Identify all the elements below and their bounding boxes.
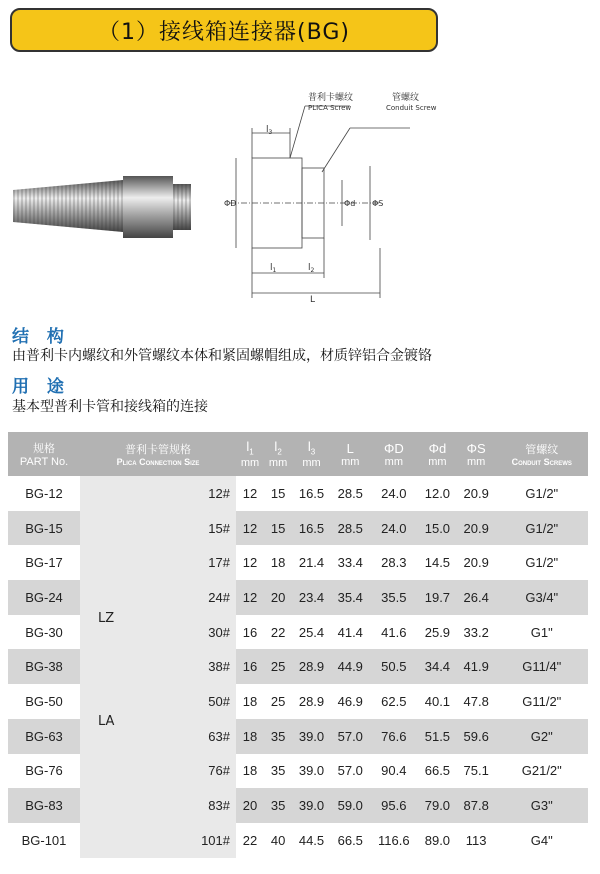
cell-size: 38#: [80, 649, 236, 684]
header-plica: 普利卡管规格 Plica Connection Size: [80, 432, 236, 476]
cell-thread: G1/2": [496, 511, 588, 546]
group-la-label: LA: [98, 714, 115, 729]
cell-l2: 15: [264, 511, 292, 546]
cell-D: 95.6: [370, 788, 418, 823]
cell-size: 12#: [80, 476, 236, 511]
cell-L: 44.9: [331, 649, 370, 684]
table-row: [8, 580, 588, 615]
page-title: （1）接线箱连接器(BG): [98, 19, 350, 45]
cell-size: 30#: [80, 615, 236, 650]
cell-thread: G11/2": [522, 693, 562, 709]
cell-l1: 18: [242, 693, 258, 709]
usage-heading: 用 途: [12, 377, 70, 397]
cell-thread: G1/2": [525, 555, 559, 571]
cell-L: 46.9: [337, 693, 363, 709]
cell-thread: G2": [496, 719, 588, 754]
cell-S: 75.1: [463, 763, 489, 779]
header-D: ΦD mm: [370, 432, 418, 476]
cell-l1: 18: [242, 763, 258, 779]
cell-part: BG-24: [8, 580, 80, 615]
cell-size: 24#: [80, 580, 236, 615]
header-L: L mm: [331, 432, 370, 476]
cell-d: 12.0: [424, 485, 451, 501]
cell-l1: 12: [236, 580, 264, 615]
cell-S: 113: [465, 832, 487, 848]
cell-l3: 16.5: [298, 485, 325, 501]
title-banner: [10, 8, 438, 52]
cell-l1: 12: [236, 511, 264, 546]
structure-heading: 结 构: [12, 327, 70, 347]
cell-part: BG-50: [25, 693, 63, 709]
cell-l1: 22: [242, 832, 258, 848]
cell-D: 24.0: [370, 511, 418, 546]
cell-part: BG-83: [8, 788, 80, 823]
table-row: [8, 511, 588, 546]
cell-l1: 12: [242, 485, 258, 501]
header-l2: $l_2$ mm: [264, 432, 292, 476]
table-row: [8, 754, 588, 789]
table-row: [8, 788, 588, 823]
conduit-screw-label-en: Conduit Screw: [386, 104, 437, 112]
table-row: [8, 684, 588, 719]
cell-d: 79.0: [418, 788, 457, 823]
cell-D: 116.6: [378, 832, 410, 848]
cell-D: 62.5: [381, 693, 407, 709]
cell-S: 41.9: [457, 649, 496, 684]
cell-S: 20.9: [463, 485, 489, 501]
cell-L: 57.0: [337, 763, 363, 779]
dim-D-label: ΦD: [224, 199, 237, 208]
cell-d: 14.5: [424, 555, 451, 571]
usage-text: 基本型普利卡管和接线箱的连接: [12, 399, 208, 415]
dim-S-label: ΦS: [372, 199, 384, 208]
cell-part: BG-12: [25, 485, 63, 501]
cell-L: 28.5: [331, 511, 370, 546]
header-S: ΦS mm: [457, 432, 496, 476]
product-photo: [8, 170, 218, 250]
cell-l2: 35: [264, 788, 292, 823]
cell-S: 20.9: [457, 511, 496, 546]
cell-l3: 25.4: [298, 624, 325, 640]
cell-D: 24.0: [381, 485, 407, 501]
cell-d: 25.9: [424, 624, 451, 640]
conduit-screw-label-cn: 管螺纹: [392, 93, 420, 103]
table-row: [8, 615, 588, 650]
cell-size: 101#: [80, 823, 236, 858]
dim-L-label: L: [310, 295, 316, 305]
cell-size: 15#: [80, 511, 236, 546]
header-thread: 管螺纹 Conduit Screws: [496, 432, 588, 476]
cell-part: BG-38: [8, 649, 80, 684]
cell-l1: 18: [236, 719, 264, 754]
cell-S: 47.8: [463, 693, 489, 709]
cell-l2: 15: [270, 485, 286, 501]
cell-thread: G1/2": [525, 485, 559, 501]
header-part: 规格 PART No.: [8, 432, 80, 476]
header-d: Φd mm: [418, 432, 457, 476]
cell-l2: 35: [264, 719, 292, 754]
cell-l3: 39.0: [298, 763, 325, 779]
cell-D: 35.5: [370, 580, 418, 615]
cell-size: 76#: [80, 754, 236, 789]
cell-l3: 28.9: [292, 649, 331, 684]
cell-l2: 18: [270, 555, 286, 571]
cell-size: 17#: [80, 545, 236, 580]
group-lz-label: LZ: [98, 611, 115, 626]
cell-l2: 25: [264, 649, 292, 684]
cell-l3: 16.5: [292, 511, 331, 546]
cell-D: 50.5: [370, 649, 418, 684]
cell-thread: G21/2": [521, 763, 562, 779]
cell-d: 34.4: [418, 649, 457, 684]
cell-l2: 20: [264, 580, 292, 615]
cell-l3: 39.0: [292, 788, 331, 823]
cell-l2: 22: [270, 624, 286, 640]
cell-part: BG-63: [8, 719, 80, 754]
cell-D: 28.3: [381, 555, 407, 571]
spec-table: [8, 432, 588, 858]
cell-thread: G3": [496, 788, 588, 823]
cell-size: 50#: [80, 684, 236, 719]
cell-D: 90.4: [381, 763, 407, 779]
cell-part: BG-30: [25, 624, 63, 640]
cell-l2: 40: [270, 832, 286, 848]
dim-l2-label: $l_2$: [308, 263, 315, 274]
cell-l3: 44.5: [298, 832, 325, 848]
cell-S: 33.2: [463, 624, 489, 640]
cell-S: 59.6: [457, 719, 496, 754]
cell-thread: G4": [530, 832, 553, 848]
cell-d: 40.1: [424, 693, 451, 709]
cell-d: 66.5: [424, 763, 451, 779]
cell-l3: 21.4: [298, 555, 325, 571]
cell-size: 63#: [80, 719, 236, 754]
cell-l1: 12: [242, 555, 258, 571]
table-row: [8, 476, 588, 511]
dim-d-label: Φd: [344, 199, 356, 208]
plica-screw-label-en: PLICA Screw: [308, 104, 352, 112]
cell-part: BG-76: [25, 763, 63, 779]
cell-thread: G1": [530, 624, 553, 640]
cell-S: 87.8: [457, 788, 496, 823]
cell-thread: G11/4": [496, 649, 588, 684]
cell-L: 59.0: [331, 788, 370, 823]
dim-l3-label: $l_3$: [266, 125, 273, 136]
table-header-row: [8, 432, 588, 476]
cell-l3: 39.0: [292, 719, 331, 754]
header-l1: $l_1$ mm: [236, 432, 264, 476]
cell-l1: 20: [236, 788, 264, 823]
cell-D: 76.6: [370, 719, 418, 754]
cell-D: 41.6: [381, 624, 407, 640]
table-row: [8, 545, 588, 580]
plica-screw-label-cn: 普利卡螺纹: [308, 93, 354, 103]
header-l3: $l_3$ mm: [292, 432, 331, 476]
cell-l2: 35: [270, 763, 286, 779]
cell-d: 51.5: [418, 719, 457, 754]
cell-S: 26.4: [457, 580, 496, 615]
cell-d: 19.7: [418, 580, 457, 615]
cell-L: 35.4: [331, 580, 370, 615]
cell-l2: 25: [270, 693, 286, 709]
structure-text: 由普利卡内螺纹和外管螺纹本体和紧固螺帽组成，材质锌铝合金镀铬: [12, 348, 432, 364]
cell-d: 89.0: [424, 832, 451, 848]
table-row: [8, 823, 588, 858]
cell-part: BG-101: [21, 832, 67, 848]
cell-part: BG-17: [25, 555, 63, 571]
cell-l1: 16: [242, 624, 258, 640]
cell-L: 66.5: [337, 832, 363, 848]
cell-l3: 23.4: [292, 580, 331, 615]
cell-L: 41.4: [337, 624, 363, 640]
cell-S: 20.9: [463, 555, 489, 571]
cell-d: 15.0: [418, 511, 457, 546]
cell-L: 28.5: [337, 485, 363, 501]
cell-part: BG-15: [8, 511, 80, 546]
dim-l1-label: $l_1$: [270, 263, 277, 274]
cell-l3: 28.9: [298, 693, 325, 709]
table-row: [8, 649, 588, 684]
cell-l1: 16: [236, 649, 264, 684]
cell-L: 57.0: [331, 719, 370, 754]
cell-L: 33.4: [337, 555, 363, 571]
table-row: [8, 719, 588, 754]
cell-size: 83#: [80, 788, 236, 823]
technical-drawing: [210, 88, 510, 308]
cell-thread: G3/4": [496, 580, 588, 615]
